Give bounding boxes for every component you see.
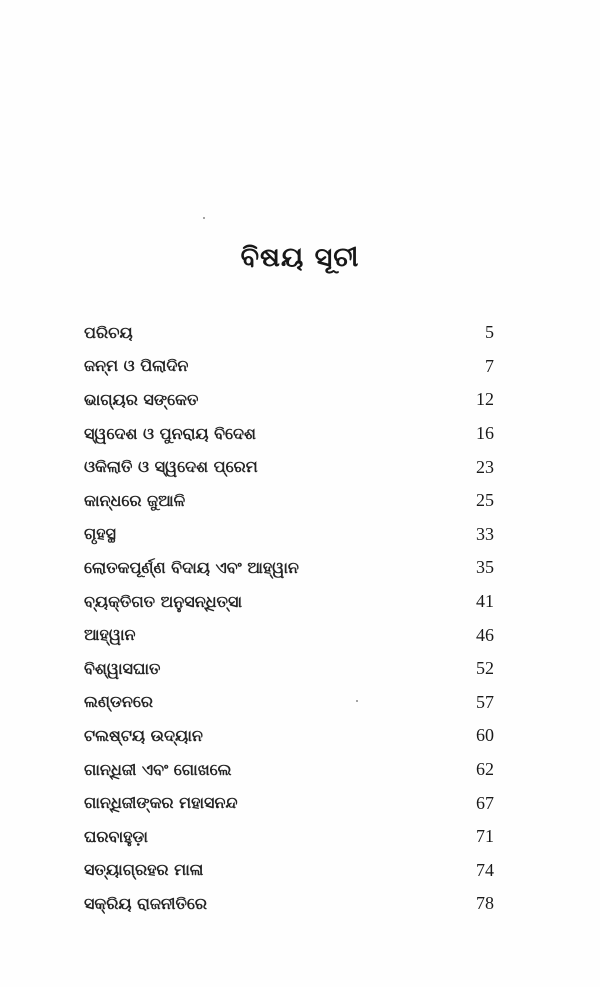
toc-entry-page-number: 7 [485, 355, 494, 376]
toc-entry-page-number: 67 [476, 792, 494, 813]
toc-entry-page-number: 74 [476, 859, 494, 880]
toc-entry [84, 686, 494, 720]
page-title: ବିଷୟ ସୂଚୀ [240, 242, 360, 273]
toc-entry-page-number: 52 [476, 658, 494, 679]
toc-entry-title: ଗାନ୍ଧିଜୀ ଏବଂ ଗୋଖଲେ [84, 759, 232, 779]
toc-entry-title: କାନ୍ଧରେ ଜୁଆଳି [84, 490, 186, 510]
toc-entry-title: ପରିଚୟ [84, 322, 133, 342]
toc-entry-page-number: 57 [476, 691, 494, 712]
toc-entry [84, 854, 494, 888]
toc-entry-page-number: 16 [476, 423, 494, 444]
toc-entry-title: ଭାଗ୍ୟର ସଙ୍କେତ [84, 389, 199, 409]
toc-entry-page-number: 71 [476, 826, 494, 847]
toc-entry [84, 585, 494, 619]
toc-entry-title: ଆହ୍ୱାନ [84, 625, 136, 645]
toc-entry-title: ଲଣ୍ଡନରେ [84, 692, 154, 712]
toc-entry-page-number: 35 [476, 557, 494, 578]
toc-entry [84, 484, 494, 518]
toc-entry-title: ଜନ୍ମ ଓ ପିଲାଦିନ [84, 356, 189, 376]
toc-entry-page-number: 46 [476, 624, 494, 645]
toc-entry [84, 350, 494, 384]
toc-entry [84, 450, 494, 484]
toc-entry-page-number: 33 [476, 523, 494, 544]
toc-entry [84, 618, 494, 652]
toc-entry-title: ଟଲଷ୍ଟୟ ଉଦ୍ୟାନ [84, 725, 203, 745]
toc-entry-title: ଲୋତକପୂର୍ଣ୍ଣ ବିଦାୟ ଏବଂ ଆହ୍ୱାନ [84, 557, 299, 577]
toc-entry [84, 383, 494, 417]
toc-entry-page-number: 60 [476, 725, 494, 746]
toc-entry [84, 786, 494, 820]
toc-entry-title: ଘରବାହୁଡ଼ା [84, 826, 148, 846]
toc-entry-title: ଗୃହସ୍ଥ [84, 524, 116, 544]
toc-entry [84, 417, 494, 451]
toc-entry [84, 753, 494, 787]
toc-entry [84, 887, 494, 921]
toc-entry [84, 518, 494, 552]
toc-entry-title: ବ୍ୟକ୍ତିଗତ ଅନୁସନ୍ଧିତ୍ସା [84, 591, 243, 611]
toc-entry-page-number: 78 [476, 893, 494, 914]
toc-entry-page-number: 5 [485, 322, 494, 343]
toc-entry-page-number: 62 [476, 759, 494, 780]
toc-entry-page-number: 25 [476, 490, 494, 511]
toc-entry-title: ଓକିଲାତି ଓ ସ୍ୱଦେଶ ପ୍ରେମ [84, 457, 258, 477]
print-speck [203, 217, 205, 219]
toc-entry-title: ସ୍ୱଦେଶ ଓ ପୁନରାୟ ବିଦେଶ [84, 423, 256, 443]
toc-entry [84, 551, 494, 585]
toc-entry-title: ସକ୍ରିୟ ରାଜନୀତିରେ [84, 893, 207, 913]
toc-entry [84, 719, 494, 753]
table-of-contents [84, 316, 494, 921]
toc-entry [84, 820, 494, 854]
toc-entry-title: ଗାନ୍ଧିଜୀଙ୍କର ମହାସନନ୍ଦ [84, 793, 238, 813]
toc-entry-page-number: 12 [476, 389, 494, 410]
toc-entry-page-number: 23 [476, 456, 494, 477]
toc-entry-title: ସତ୍ୟାଗ୍ରହର ମାଳା [84, 860, 204, 880]
toc-entry-title: ବିଶ୍ୱାସଘାତ [84, 658, 161, 678]
toc-entry [84, 652, 494, 686]
toc-entry [84, 316, 494, 350]
toc-entry-page-number: 41 [476, 591, 494, 612]
